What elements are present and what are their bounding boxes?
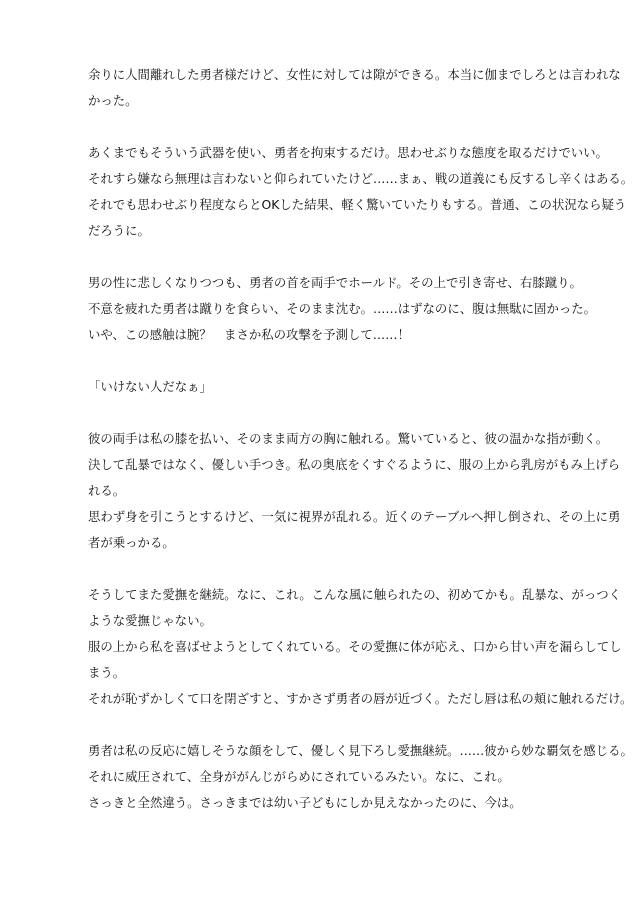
paragraph-gap xyxy=(88,400,578,426)
text-line: だろうに。 xyxy=(88,223,150,238)
text-line: 余りに人間離れした勇者様だけど、女性に対しては隙ができる。本当に伽までしろとは言われな xyxy=(88,67,621,82)
text-line: さっきと全然違う。さっきまでは幼い子どもにしか見えなかったのに、今は。 xyxy=(88,795,522,810)
text-line: 不意を疲れた勇者は蹴りを食らい、そのまま沈む。……はずなのに、腹は無駄に固かった。 xyxy=(88,301,597,316)
text-line: まう。 xyxy=(88,665,126,680)
text-line: れる。 xyxy=(88,483,126,498)
paragraph-gap xyxy=(88,556,578,582)
text-line: それでも思わせぶり程度ならとOKした結果、軽く驚いていたりもする。普通、この状況なら疑う xyxy=(88,197,627,212)
paragraph xyxy=(88,270,597,348)
paragraph xyxy=(88,62,621,114)
text-line: 決して乱暴ではなく、優しい手つき。私の奥底をくすぐるように、服の上から乳房がもみ上げら xyxy=(88,457,621,472)
text-line: ような愛撫じゃない。 xyxy=(88,613,212,628)
text-line: 服の上から私を喜ばせようとしてくれている。その愛撫に体が応え、口から甘い声を漏らしてし xyxy=(88,639,622,654)
paragraph xyxy=(88,582,633,712)
dialogue-line: 「いけない人だなぁ」 xyxy=(88,379,212,394)
text-line: それが恥ずかしくて口を閉ざすと、すかさず勇者の唇が近づく。ただし唇は私の頬に触れるだけ。 xyxy=(88,691,633,706)
text-line: 者が乗っかる。 xyxy=(88,535,175,550)
text-line: そうしてまた愛撫を継続。なに、これ。こんな風に触られたの、初めてかも。乱暴な、がっつく xyxy=(88,587,622,602)
text-line: 男の性に悲しくなりつつも、勇者の首を両手でホールド。その上で引き寄せ、右膝蹴り。 xyxy=(88,275,582,290)
paragraph-gap xyxy=(88,712,578,738)
body-text xyxy=(88,62,634,816)
text-line: かった。 xyxy=(88,93,138,108)
paragraph-gap xyxy=(88,114,578,140)
text-line: いや、この感触は腕？ まさか私の攻撃を予測して……！ xyxy=(88,327,410,342)
paragraph xyxy=(88,738,633,816)
text-line: それすら嫌なら無理は言わないと仰られていたけど……まぁ、戦の道義にも反するし辛くはある。 xyxy=(88,171,634,186)
text-line: 彼の両手は私の膝を払い、そのまま両方の胸に触れる。驚いていると、彼の温かな指が動く。 xyxy=(88,431,609,446)
paragraph xyxy=(88,426,621,556)
text-line: 思わず身を引こうとするけど、一気に視界が乱れる。近くのテーブルへ押し倒され、その上に勇 xyxy=(88,509,621,524)
paragraph xyxy=(88,140,634,244)
text-line: 勇者は私の反応に嬉しそうな顔をして、優しく見下ろし愛撫継続。……彼から妙な覇気を感じる。 xyxy=(88,743,633,758)
paragraph xyxy=(88,374,578,400)
paragraph-gap xyxy=(88,244,578,270)
paragraph-gap xyxy=(88,348,578,374)
text-line: それに威圧されて、全身ががんじがらめにされているみたい。なに、これ。 xyxy=(88,769,510,784)
text-line: あくまでもそういう武器を使い、勇者を拘束するだけ。思わせぶりな態度を取るだけでいい。 xyxy=(88,145,608,160)
